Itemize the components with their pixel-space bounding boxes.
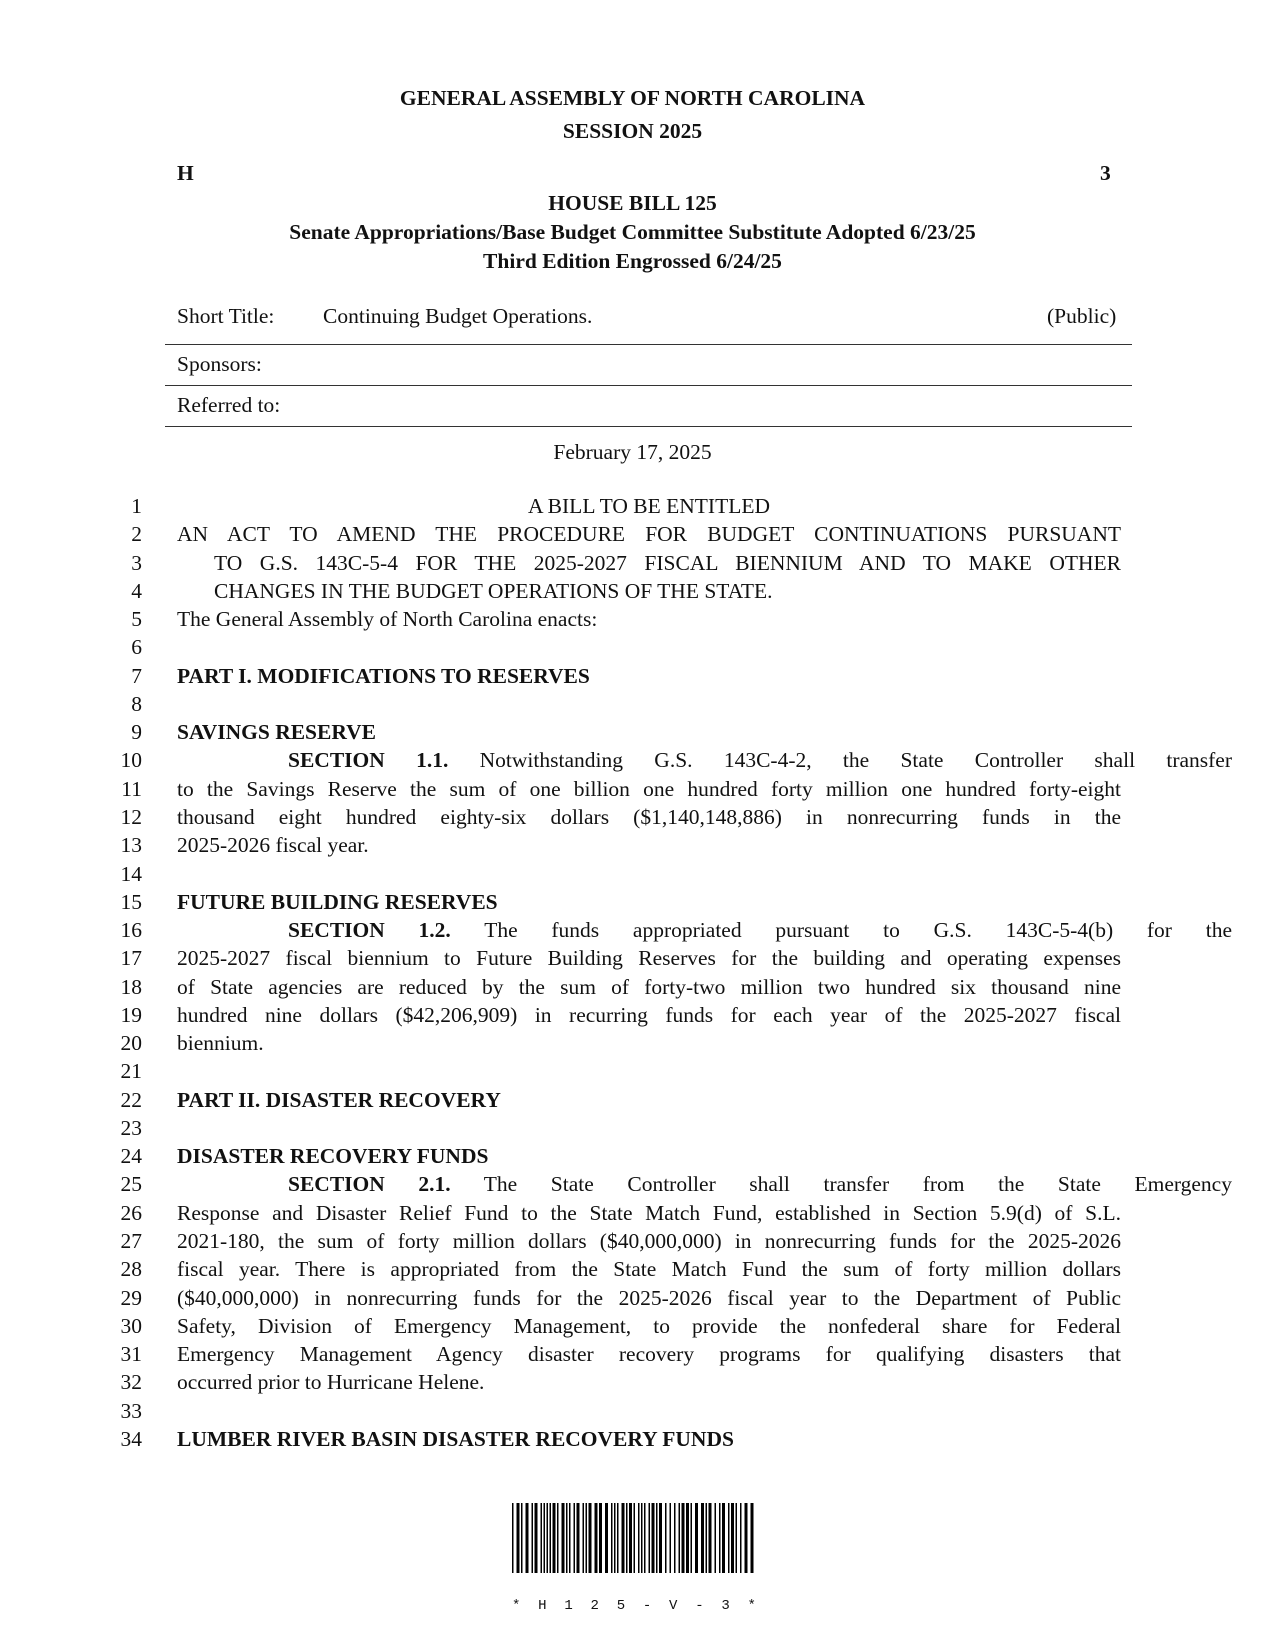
barcode-bar	[652, 1503, 655, 1573]
barcode-bar	[674, 1503, 676, 1573]
barcode-char: 2	[590, 1598, 599, 1614]
line-number: 13	[120, 833, 142, 858]
barcode-bar	[641, 1503, 643, 1573]
line-number: 14	[120, 861, 142, 886]
barcode-char: 3	[721, 1598, 730, 1614]
divider	[165, 426, 1132, 427]
barcode-char: V	[669, 1598, 678, 1614]
session-title: SESSION 2025	[562, 119, 703, 143]
barcode-bar	[665, 1503, 667, 1573]
bill-number: HOUSE BILL 125	[548, 191, 717, 215]
line-number: 19	[120, 1002, 142, 1027]
barcode-bar	[719, 1503, 721, 1573]
barcode-text	[512, 1598, 756, 1614]
barcode-bar	[715, 1503, 717, 1573]
barcode-bar	[517, 1503, 520, 1573]
line-number: 23	[120, 1115, 142, 1140]
barcode-bar	[521, 1503, 523, 1573]
line-number: 21	[120, 1059, 142, 1084]
barcode-char: 5	[616, 1598, 626, 1614]
line-number: 5	[131, 607, 142, 632]
barcode-bar	[670, 1503, 672, 1573]
barcode-bar	[599, 1503, 602, 1573]
barcode-char: H	[538, 1598, 547, 1614]
barcode-bar	[557, 1503, 559, 1573]
line-number: 26	[120, 1200, 142, 1225]
chamber-letter: H	[177, 161, 194, 185]
referred-label: Referred to:	[177, 393, 281, 417]
barcode-bar	[526, 1503, 529, 1573]
edition-number: 3	[1100, 161, 1111, 185]
line-text: thousand eight hundred eighty-six dollars ($1,140,148,886) in nonrecurring funds in the	[177, 804, 1121, 829]
barcode-bar	[512, 1503, 514, 1573]
barcode-bar	[586, 1503, 588, 1573]
section-text: The State Controller shall transfer from the State Emergency	[483, 1172, 1232, 1197]
line-text: hundred nine dollars ($42,206,909) in recurring funds for each year of the 2025-2027 fiscal	[177, 1002, 1121, 1027]
line-text: The General Assembly of North Carolina enacts:	[177, 607, 598, 632]
line-number: 3	[131, 550, 142, 575]
edition-line: Third Edition Engrossed 6/24/25	[483, 249, 782, 273]
line-number: 15	[120, 889, 142, 914]
barcode-bar	[728, 1503, 730, 1573]
line-number: 18	[120, 974, 142, 999]
barcode-bar	[544, 1503, 546, 1573]
line-number: 1	[131, 494, 142, 518]
barcode-bar	[626, 1503, 628, 1573]
section-label: SECTION 2.1.	[288, 1172, 451, 1197]
line-number: 25	[120, 1172, 142, 1197]
barcode-bar	[691, 1503, 693, 1573]
barcode	[512, 1503, 756, 1573]
public-label: (Public)	[1047, 304, 1117, 328]
barcode-bar	[566, 1503, 568, 1573]
barcode-bar	[722, 1503, 725, 1573]
line-text: FUTURE BUILDING RESERVES	[177, 889, 498, 914]
line-text: Response and Disaster Relief Fund to the State Match Fund, established in Section 5.9(d) of S.L.	[177, 1200, 1121, 1225]
line-text: Emergency Management Agency disaster recovery programs for qualifying disasters that	[177, 1342, 1121, 1367]
line-number: 10	[120, 748, 142, 773]
line-text: DISASTER RECOVERY FUNDS	[177, 1144, 489, 1169]
short-title-label: Short Title:	[177, 304, 275, 328]
section-label: SECTION 1.1.	[288, 748, 449, 773]
barcode-bar	[605, 1503, 608, 1573]
barcode-bar	[550, 1503, 552, 1573]
barcode-bar	[547, 1503, 549, 1573]
barcode-bar	[736, 1503, 738, 1573]
line-number: 31	[120, 1342, 142, 1367]
divider	[165, 385, 1132, 386]
line-number: 7	[131, 663, 142, 688]
line-text	[177, 918, 1232, 943]
line-text: fiscal year. There is appropriated from the State Match Fund the sum of forty million dollars	[177, 1257, 1121, 1282]
barcode-bar	[740, 1503, 742, 1573]
line-text: 2025-2026 fiscal year.	[177, 833, 369, 858]
line-number: 17	[120, 946, 142, 971]
line-text: SAVINGS RESERVE	[177, 720, 376, 745]
barcode-char: -	[695, 1598, 704, 1614]
line-text: PART I. MODIFICATIONS TO RESERVES	[177, 663, 590, 688]
line-number: 27	[120, 1229, 142, 1254]
barcode-bar	[541, 1503, 543, 1573]
line-number: 34	[120, 1426, 142, 1451]
barcode-bar	[679, 1503, 681, 1573]
line-text: biennium.	[177, 1031, 264, 1056]
barcode-bar	[532, 1503, 534, 1573]
line-number: 32	[120, 1370, 142, 1395]
section-label: SECTION 1.2.	[288, 918, 451, 943]
line-text: TO G.S. 143C-5-4 FOR THE 2025-2027 FISCAL BIENNIUM AND TO MAKE OTHER	[214, 550, 1121, 575]
line-text: AN ACT TO AMEND THE PROCEDURE FOR BUDGET CONTINUATIONS PURSUANT	[177, 522, 1121, 547]
line-number: 2	[131, 522, 142, 547]
line-number: 6	[131, 635, 142, 660]
line-text: CHANGES IN THE BUDGET OPERATIONS OF THE STATE.	[214, 578, 773, 603]
barcode-char: 1	[564, 1598, 573, 1614]
short-title: Continuing Budget Operations.	[323, 304, 593, 328]
barcode-bar	[686, 1503, 689, 1573]
line-text: A BILL TO BE ENTITLED	[527, 494, 771, 518]
barcode-bar	[649, 1503, 651, 1573]
barcode-bar	[622, 1503, 625, 1573]
barcode-bar	[701, 1503, 704, 1573]
barcode-bar	[617, 1503, 619, 1573]
line-text: 2021-180, the sum of forty million dollars ($40,000,000) in nonrecurring funds for the 2025-2026	[177, 1229, 1121, 1254]
line-number: 4	[131, 578, 142, 603]
sponsors-label: Sponsors:	[177, 352, 262, 376]
line-text	[177, 748, 1232, 773]
line-number: 33	[120, 1398, 142, 1423]
barcode-bar	[745, 1503, 748, 1573]
barcode-bar	[629, 1503, 632, 1573]
barcode-bar	[589, 1503, 592, 1573]
committee-line: Senate Appropriations/Base Budget Committee Substitute Adopted 6/23/25	[289, 220, 976, 244]
line-text	[177, 1172, 1232, 1197]
line-text: LUMBER RIVER BASIN DISASTER RECOVERY FUNDS	[177, 1426, 734, 1451]
line-text: ($40,000,000) in nonrecurring funds for the 2025-2026 fiscal year to the Department of Public	[177, 1285, 1121, 1310]
line-number: 12	[120, 804, 142, 829]
line-number: 29	[120, 1285, 142, 1310]
divider	[165, 344, 1132, 345]
line-text: of State agencies are reduced by the sum of forty-two million two hundred six thousand nine	[177, 974, 1121, 999]
assembly-title: GENERAL ASSEMBLY OF NORTH CAROLINA	[399, 86, 866, 110]
line-number: 16	[120, 918, 142, 943]
line-number: 9	[131, 720, 142, 745]
barcode-bar	[656, 1503, 658, 1573]
line-number: 8	[131, 691, 142, 716]
barcode-bar	[659, 1503, 662, 1573]
barcode-bar	[634, 1503, 636, 1573]
barcode-bar	[644, 1503, 646, 1573]
barcode-bar	[682, 1503, 685, 1573]
barcode-bar	[574, 1503, 576, 1573]
filing-date: February 17, 2025	[553, 440, 712, 464]
barcode-bar	[611, 1503, 613, 1573]
line-text: occurred prior to Hurricane Helene.	[177, 1370, 485, 1395]
line-text: 2025-2027 fiscal biennium to Future Building Reserves for the building and operating expenses	[177, 946, 1121, 971]
barcode-bar	[583, 1503, 585, 1573]
barcode-bar	[751, 1503, 754, 1573]
section-text: Notwithstanding G.S. 143C-4-2, the State Controller shall transfer	[479, 748, 1232, 773]
line-number: 22	[120, 1087, 142, 1112]
barcode-char: -	[642, 1598, 652, 1614]
line-number: 30	[120, 1313, 142, 1338]
barcode-char: *	[747, 1598, 756, 1614]
line-number: 24	[120, 1144, 142, 1169]
barcode-bar	[553, 1503, 556, 1573]
barcode-bar	[614, 1503, 616, 1573]
barcode-bar	[709, 1503, 712, 1573]
barcode-bar	[695, 1503, 698, 1573]
barcode-bar	[706, 1503, 708, 1573]
barcode-bar	[731, 1503, 734, 1573]
barcode-bar	[595, 1503, 598, 1573]
line-text: to the Savings Reserve the sum of one billion one hundred forty million one hundred forty-eight	[177, 776, 1121, 801]
barcode-char: *	[512, 1598, 521, 1614]
line-text: Safety, Division of Emergency Management, to provide the nonfederal share for Federal	[177, 1313, 1121, 1338]
barcode-bar	[638, 1503, 640, 1573]
line-number: 28	[120, 1257, 142, 1282]
barcode-bar	[535, 1503, 538, 1573]
line-number: 11	[121, 776, 142, 801]
line-number: 20	[120, 1031, 142, 1056]
line-text: PART II. DISASTER RECOVERY	[177, 1087, 501, 1112]
section-text: The funds appropriated pursuant to G.S. 143C-5-4(b) for the	[484, 918, 1232, 943]
barcode-bar	[577, 1503, 580, 1573]
barcode-bar	[569, 1503, 571, 1573]
barcode-bar	[562, 1503, 565, 1573]
